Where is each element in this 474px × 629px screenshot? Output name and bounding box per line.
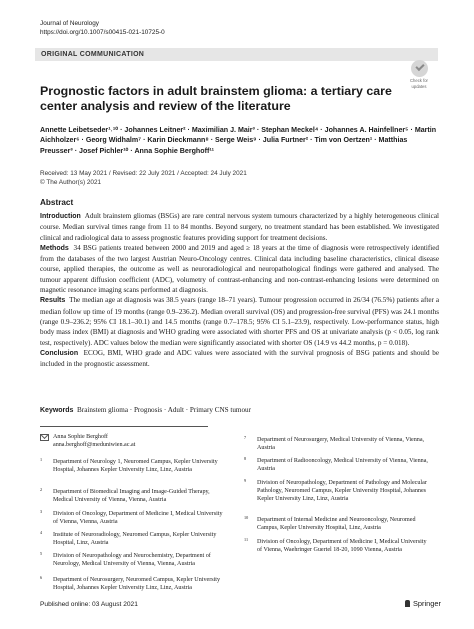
history-dates: Received: 13 May 2021 / Revised: 22 July 2021 / Accepted: 24 July 2021 bbox=[40, 170, 247, 177]
conclusion-text: ECOG, BMI, WHO grade and ADC values were associated with the survival prognosis of BSG patients and should be included in the prognostic assessment. bbox=[40, 348, 439, 369]
journal-name: Journal of Neurology bbox=[40, 20, 99, 27]
abstract-results bbox=[40, 295, 439, 347]
abstract-methods bbox=[40, 243, 439, 295]
check-updates-icon bbox=[411, 60, 428, 77]
affiliation-item: 2 Department of Biomedical Imaging and Image-Guided Therapy, Medical University of Vienna, Vienna, Austria bbox=[40, 487, 210, 503]
affiliation-item: 3 Division of Oncology, Department of Medicine I, Medical University of Vienna, Vienna, Austria bbox=[40, 509, 223, 525]
abstract-body bbox=[40, 211, 439, 369]
article-dates bbox=[40, 170, 247, 187]
check-updates-label-2: updates bbox=[411, 84, 427, 89]
keywords-text: Brainstem glioma · Prognosis · Adult · Primary CNS tumour bbox=[77, 406, 251, 414]
introduction-label: Introduction bbox=[40, 213, 81, 220]
doi-link[interactable]: https://doi.org/10.1007/s00415-021-10725-0 bbox=[40, 28, 165, 36]
affiliation-item: 10 Department of Internal Medicine and Neurooncology, Neuromed Campus, Kepler University Hospital, Linz, Austria bbox=[244, 515, 416, 531]
abstract-heading: Abstract bbox=[40, 198, 74, 207]
affiliation-item: 1 Department of Neurology 1, Neuromed Campus, Kepler University Hospital, Johannes Kepler University Linz, Linz, Austria bbox=[40, 457, 218, 473]
envelope-icon bbox=[40, 434, 49, 441]
check-for-updates-badge[interactable] bbox=[404, 60, 434, 89]
affiliation-item: 11 Division of Oncology, Department of Medicine I, Medical University of Vienna, Waehringer Guertel 18-20, 1090 Vienna, Austria bbox=[244, 537, 427, 553]
copyright: © The Author(s) 2021 bbox=[40, 178, 102, 186]
affiliation-item: 4 Institute of Neuroradiology, Neuromed Campus, Kepler University Hospital, Linz, Austria bbox=[40, 530, 217, 546]
article-title: Prognostic factors in adult brainstem glioma: a tertiary care center analysis and review of the literature bbox=[40, 84, 392, 114]
footnote-divider bbox=[40, 426, 208, 427]
affiliation-item: 8 Department of Radiooncology, Medical University of Vienna, Vienna, Austria bbox=[244, 456, 428, 472]
publisher-logo bbox=[405, 599, 441, 608]
methods-text: 34 BSG patients treated between 2000 and 2019 and aged ≥ 18 years at the time of diagnosis were retrospectively identified from the databases of the two largest Austrian Neuro-Oncology centres. Clinical data including baseline characteristics, clinical disease course, applied therapies, the outcome as well as neuroradiological and neuropathological findings were gathered and analysed. The tumour apparent diffusion coefficient (ADC), volumetry of contrast-enhancing and non-contrast-enhancing lesions were determined on magnetic resonance imaging scans performed at diagnosis. bbox=[40, 243, 439, 295]
results-text: The median age at diagnosis was 38.5 years (range 18–71 years). Tumour progression occurred in 26/34 (76.5%) patients after a median follow up time of 19 months (range 0.9–236.2). Median overall survival (OS) and progression-free survival (PFS) was 24.1 months (range 0.9–236.2; 95% CI 18.1–30.1) and 14.5 months (range 0.7–178.5; 95% CI 5.1–23.9), respectively. Low-performance status, high body mass index (BMI) at diagnosis and WHO grading were associated with shorter PFS and OS at univariate analysis (p < 0.05, log rank test, respectively). ADC values below the median were significantly associated with shorter OS (14.9 vs 44.2 months, p = 0.018). bbox=[40, 296, 439, 347]
conclusion-label: Conclusion bbox=[40, 349, 79, 357]
section-banner bbox=[35, 48, 438, 61]
springer-horse-icon bbox=[405, 600, 410, 607]
abstract-conclusion bbox=[40, 348, 439, 370]
affiliation-item: 6 Department of Neurosurgery, Neuromed Campus, Kepler University Hospital, Johannes Kepler University Linz, Linz, Austria bbox=[40, 575, 221, 591]
corresponding-author bbox=[40, 433, 220, 449]
contact-email[interactable]: anna.berghoff@meduniwien.ac.at bbox=[53, 442, 136, 448]
publisher-name: Springer bbox=[413, 599, 441, 608]
introduction-text: Adult brainstem gliomas (BSGs) are rare central nervous system tumours characterized by a highly heterogeneous clinical course. Median survival times range from 11 to 84 months. Beyond surgery, no treatment standard has been established. We investigated clinical and radiological data to assess prognostic features providing support for treatment decisions. bbox=[40, 212, 439, 242]
journal-header bbox=[40, 20, 165, 37]
contact-name: Anna Sophie Berghoff bbox=[53, 434, 108, 440]
results-label: Results bbox=[40, 297, 66, 305]
author-list: Annette Leibetseder¹˒¹⁰ · Johannes Leitner² · Maximilian J. Mair³ · Stephan Meckel⁴ · Johannes A. Hainfellner⁵ · Martin Aichholzer⁶ · Georg Widhalm⁷ · Karin Dieckmann⁸ · Serge Weis⁹ · Julia Furtner² · Tim von Oertzen¹ · Matthias Preusser³ · Josef Pichler¹⁰ · Anna Sophie Berghoff¹¹ bbox=[40, 126, 437, 155]
affiliation-item: 5 Division of Neuropathology and Neurochemistry, Department of Neurology, Medical University of Vienna, Vienna, Austria bbox=[40, 551, 211, 567]
affiliation-item: 9 Division of Neuropathology, Department of Pathology and Molecular Pathology, Neuromed Campus, Kepler University Hospital, Johannes Kepler University Linz, Linz, Austria bbox=[244, 478, 427, 502]
published-online: Published online: 03 August 2021 bbox=[40, 601, 138, 608]
abstract-introduction bbox=[40, 211, 439, 243]
methods-label: Methods bbox=[40, 244, 69, 252]
keywords bbox=[40, 405, 439, 416]
affiliation-item: 7 Department of Neurosurgery, Medical University of Vienna, Vienna, Austria bbox=[244, 435, 425, 451]
section-label: ORIGINAL COMMUNICATION bbox=[41, 50, 145, 58]
check-updates-label-1: Check for bbox=[410, 78, 428, 83]
keywords-label: Keywords bbox=[40, 407, 74, 414]
